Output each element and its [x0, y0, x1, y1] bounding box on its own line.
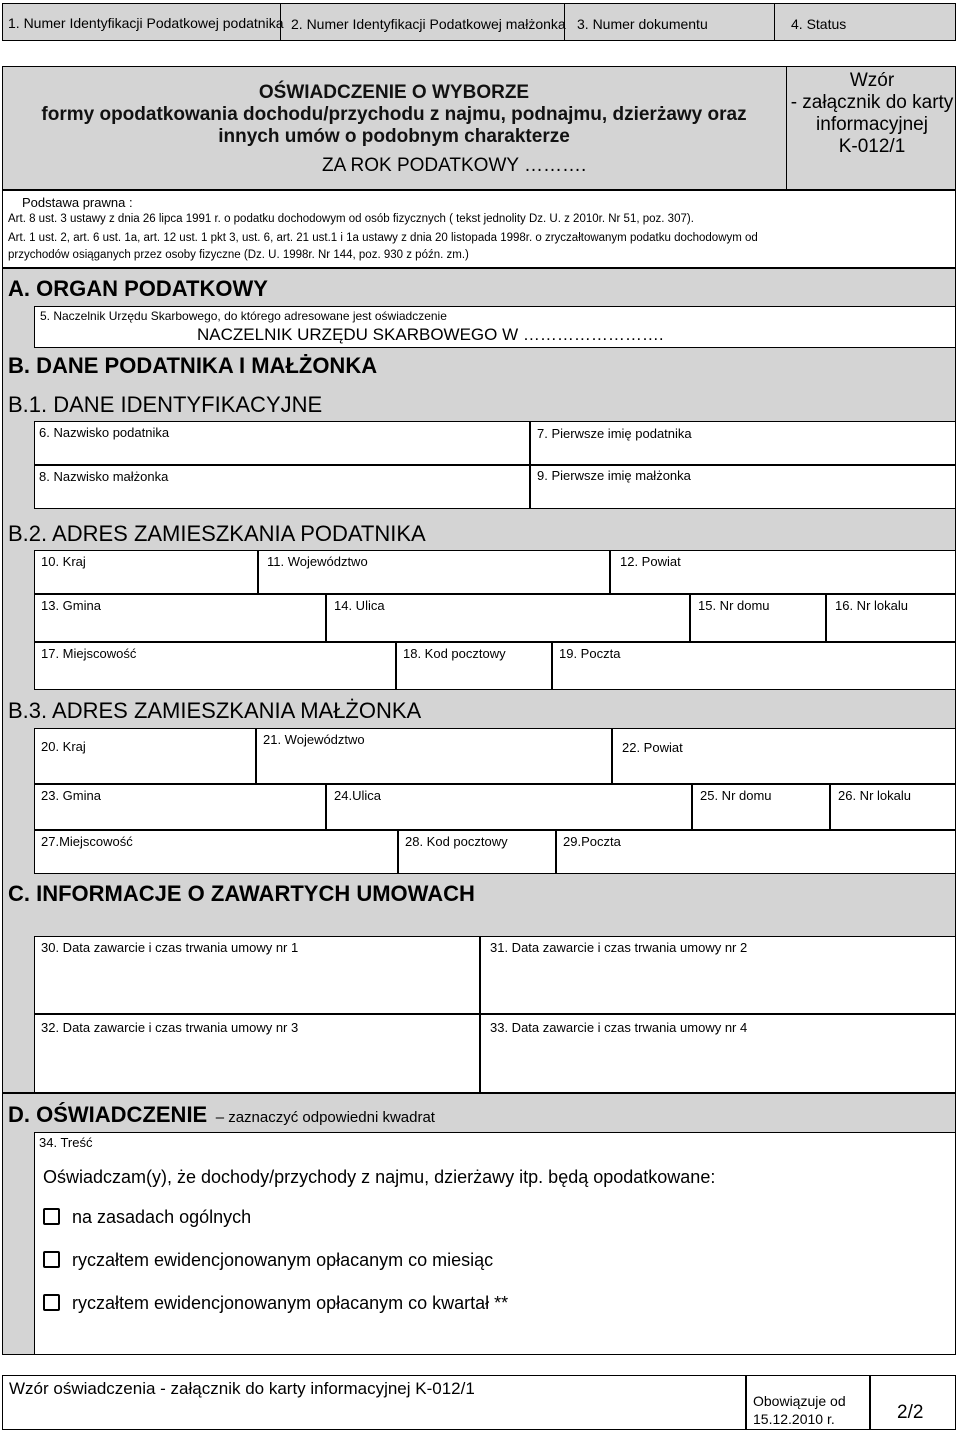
tax-year: ZA ROK PODATKOWY ……….	[322, 155, 587, 176]
spouse-firstname-field[interactable]	[530, 465, 956, 509]
section-b-heading: B. DANE PODATNIKA I MAŁŻONKA	[8, 353, 378, 378]
taxpayer-commune-label: 13. Gmina	[41, 598, 101, 613]
taxpayer-surname-field[interactable]	[34, 421, 530, 465]
contract-2-field[interactable]	[480, 936, 956, 1014]
taxpayer-flat-number-label: 16. Nr lokalu	[835, 598, 908, 613]
spouse-country-label: 20. Kraj	[41, 739, 86, 754]
tax-office-label: 5. Naczelnik Urzędu Skarbowego, do którego adresowane jest oświadczenie	[40, 309, 447, 323]
contract-3-label: 32. Data zawarcie i czas trwania umowy nr 3	[41, 1020, 299, 1035]
contract-1-label: 30. Data zawarcie i czas trwania umowy nr 1	[41, 940, 299, 955]
document-number-field[interactable]	[565, 3, 775, 41]
spouse-firstname-label: 9. Pierwsze imię małżonka	[537, 468, 691, 483]
section-d-subheading: – zaznaczyć odpowiedni kwadrat	[215, 1109, 435, 1126]
taxpayer-flat-number-field[interactable]	[826, 594, 956, 642]
section-b2-heading: B.2. ADRES ZAMIESZKANIA PODATNIKA	[8, 521, 426, 546]
contract-4-field[interactable]	[480, 1014, 956, 1093]
statement-field	[34, 1132, 956, 1355]
spouse-house-number-label: 25. Nr domu	[700, 788, 772, 803]
spouse-surname-field[interactable]	[34, 465, 530, 509]
footer-page-box	[870, 1375, 956, 1430]
taxpayer-surname-label: 6. Nazwisko podatnika	[39, 425, 170, 440]
footer-page-number: 2/2	[897, 1402, 924, 1423]
taxpayer-street-label: 14. Ulica	[334, 598, 385, 613]
statement-label: 34. Treść	[39, 1135, 93, 1150]
taxpayer-postcode-field[interactable]	[396, 642, 552, 690]
option-lump-sum-quarterly[interactable]	[43, 1293, 508, 1314]
taxpayer-firstname-label: 7. Pierwsze imię podatnika	[537, 426, 692, 441]
checkbox-icon[interactable]	[43, 1208, 60, 1225]
spouse-county-label: 22. Powiat	[622, 740, 683, 755]
spouse-street-label: 24.Ulica	[334, 788, 381, 803]
contract-1-field[interactable]	[34, 936, 480, 1014]
footer-title: Wzór oświadczenia - załącznik do karty informacyjnej K-012/1	[9, 1379, 475, 1398]
option-lump-sum-quarterly-label: ryczałtem ewidencjonowanym opłacanym co kwartał **	[72, 1293, 509, 1313]
spouse-post-office-label: 29.Poczta	[563, 834, 621, 849]
option-lump-sum-monthly[interactable]	[43, 1250, 493, 1271]
contract-2-label: 31. Data zawarcie i czas trwania umowy nr 2	[490, 940, 748, 955]
spouse-postcode-field[interactable]	[398, 830, 556, 874]
legal-basis-line3: przychodów osiąganych przez osoby fizyczne (Dz. U. 1998r. Nr 144, poz. 930 z późn. zm.)	[8, 249, 469, 261]
option-general-rules[interactable]	[43, 1207, 251, 1228]
spouse-street-field[interactable]	[326, 784, 692, 830]
taxpayer-postcode-label: 18. Kod pocztowy	[403, 646, 506, 661]
spouse-country-field[interactable]	[34, 728, 256, 784]
taxpayer-street-field[interactable]	[326, 594, 690, 642]
nip-taxpayer-label: 1. Numer Identyfikacji Podatkowej podatnika	[8, 15, 284, 31]
checkbox-icon[interactable]	[43, 1251, 60, 1268]
nip-taxpayer-field[interactable]	[2, 3, 284, 41]
section-b1-heading: B.1. DANE IDENTYFIKACYJNE	[8, 392, 323, 417]
checkbox-icon[interactable]	[43, 1294, 60, 1311]
legal-basis-line2: Art. 1 ust. 2, art. 6 ust. 1a, art. 12 ust. 1 pkt 3, ust. 6, art. 21 ust.1 i 1a ustawy z dnia 20 listopada 1998r. o zryczałtowanym podatku dochodowym od	[8, 232, 758, 244]
option-lump-sum-monthly-label: ryczałtem ewidencjonowanym opłacanym co miesiąc	[72, 1250, 494, 1270]
taxpayer-post-office-label: 19. Poczta	[559, 646, 621, 661]
taxpayer-commune-field[interactable]	[34, 594, 326, 642]
title-divider	[786, 66, 787, 190]
form-title-line3: innych umów o podobnym charakterze	[218, 126, 570, 147]
taxpayer-voivodeship-label: 11. Województwo	[267, 554, 368, 569]
spouse-house-number-field[interactable]	[692, 784, 830, 830]
section-b3-heading: B.3. ADRES ZAMIESZKANIA MAŁŻONKA	[8, 698, 422, 723]
form-title	[2, 82, 786, 148]
nip-spouse-field[interactable]	[281, 3, 565, 41]
option-general-rules-label: na zasadach ogólnych	[72, 1207, 252, 1227]
spouse-post-office-field[interactable]	[556, 830, 956, 874]
section-d-heading-row	[8, 1102, 435, 1128]
contract-4-label: 33. Data zawarcie i czas trwania umowy nr 4	[490, 1020, 748, 1035]
footer-title-box	[2, 1375, 746, 1430]
status-field[interactable]	[775, 3, 956, 41]
spouse-postcode-label: 28. Kod pocztowy	[405, 834, 508, 849]
spouse-commune-field[interactable]	[34, 784, 326, 830]
taxpayer-country-field[interactable]	[34, 550, 258, 594]
section-c-heading: C. INFORMACJE O ZAWARTYCH UMOWACH	[8, 881, 475, 906]
taxpayer-house-number-field[interactable]	[690, 594, 826, 642]
spouse-commune-label: 23. Gmina	[41, 788, 101, 803]
spouse-surname-label: 8. Nazwisko małżonka	[39, 469, 169, 484]
spouse-flat-number-field[interactable]	[830, 784, 956, 830]
status-label: 4. Status	[791, 16, 847, 32]
legal-basis-label: Podstawa prawna :	[22, 195, 133, 210]
taxpayer-county-field[interactable]	[610, 550, 956, 594]
spouse-county-field[interactable]	[612, 728, 956, 784]
tax-office-field[interactable]	[34, 306, 956, 348]
tax-office-value: NACZELNIK URZĘDU SKARBOWEGO W …………………….	[197, 325, 664, 344]
spouse-flat-number-label: 26. Nr lokalu	[838, 788, 911, 803]
spouse-voivodeship-field[interactable]	[256, 728, 612, 784]
spouse-voivodeship-label: 21. Województwo	[263, 732, 365, 747]
taxpayer-city-label: 17. Miejscowość	[41, 646, 137, 661]
taxpayer-post-office-field[interactable]	[552, 642, 956, 690]
footer-valid: Obowiązuje od 15.12.2010 r.	[753, 1393, 846, 1427]
taxpayer-city-field[interactable]	[34, 642, 396, 690]
nip-spouse-label: 2. Numer Identyfikacji Podatkowej małżonka	[291, 16, 566, 32]
section-a-heading: A. ORGAN PODATKOWY	[8, 276, 268, 301]
taxpayer-country-label: 10. Kraj	[41, 554, 86, 569]
statement-text: Oświadczam(y), że dochody/przychody z najmu, dzierżawy itp. będą opodatkowane:	[43, 1167, 716, 1187]
document-number-label: 3. Numer dokumentu	[577, 16, 708, 32]
taxpayer-firstname-field[interactable]	[530, 421, 956, 465]
section-d-heading: D. OŚWIADCZENIE	[8, 1102, 208, 1127]
spouse-city-field[interactable]	[34, 830, 398, 874]
taxpayer-house-number-label: 15. Nr domu	[698, 598, 770, 613]
spouse-city-label: 27.Miejscowość	[41, 834, 133, 849]
form-title-line2: formy opodatkowania dochodu/przychodu z najmu, podnajmu, dzierżawy oraz	[41, 104, 747, 125]
contract-3-field[interactable]	[34, 1014, 480, 1093]
form-title-line1: OŚWIADCZENIE O WYBORZE	[258, 82, 530, 103]
template-note: Wzór - załącznik do karty informacyjnej K-012/1	[790, 70, 954, 157]
footer-valid-box	[746, 1375, 870, 1430]
taxpayer-county-label: 12. Powiat	[620, 554, 681, 569]
legal-basis-line1: Art. 8 ust. 3 ustawy z dnia 26 lipca 1991 r. o podatku dochodowym od osób fizycznych ( tekst jednolity Dz. U. z 2010r. Nr 51, poz. 307).	[8, 213, 694, 225]
taxpayer-voivodeship-field[interactable]	[258, 550, 610, 594]
